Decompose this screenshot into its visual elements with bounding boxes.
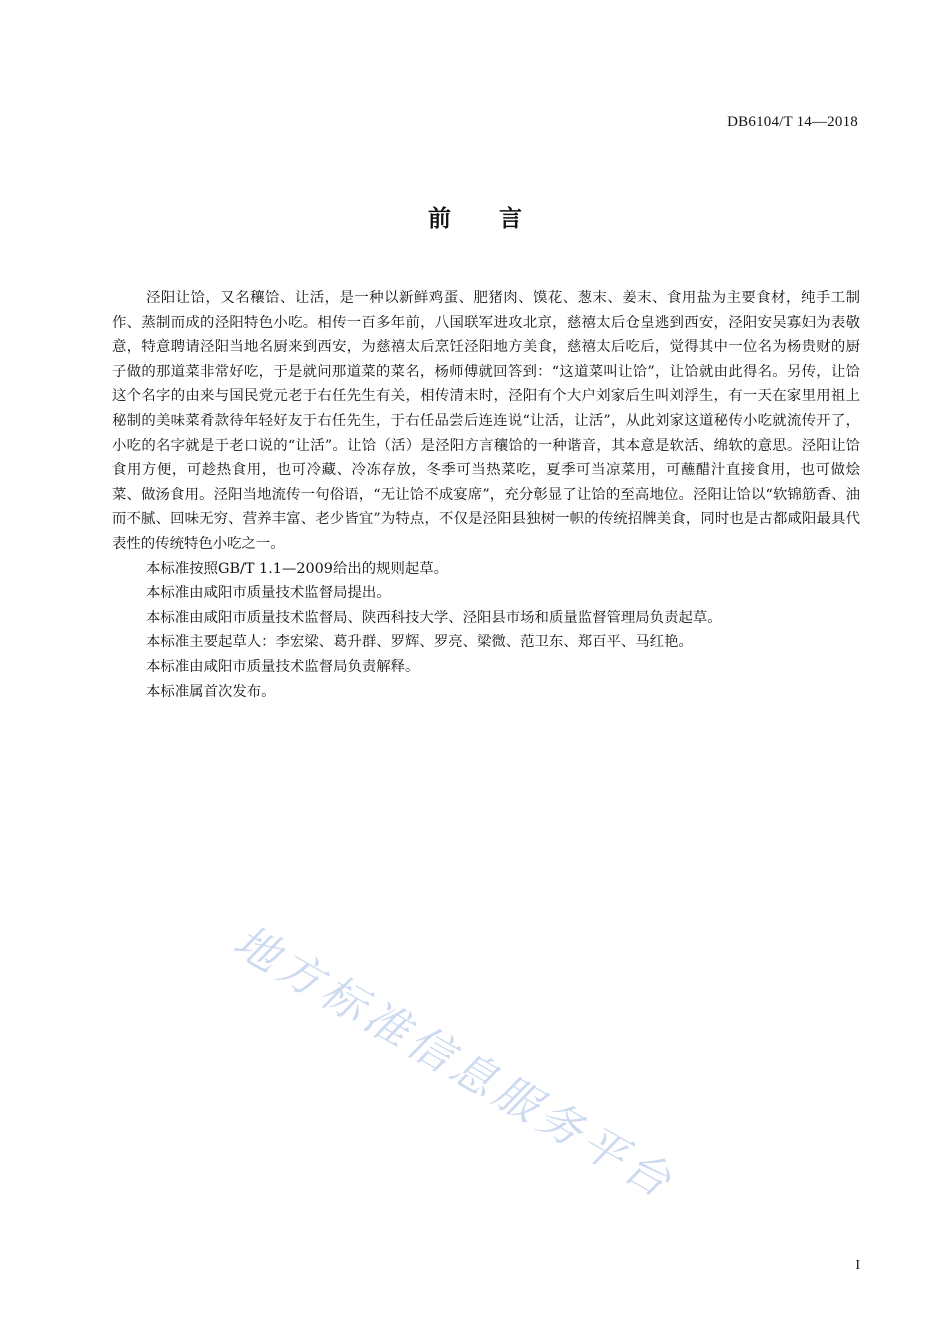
page-number: I xyxy=(855,1258,860,1273)
paragraph-intro: 泾阳让饸，又名穰饸、让活，是一种以新鲜鸡蛋、肥猪肉、馍花、葱末、姜末、食用盐为主要食材，纯手工制作、蒸制而成的泾阳特色小吃。相传一百多年前，八国联军进攻北京，慈禧太后仓皇逃到西安，泾阳安吴寡妇为表敬意，特意聘请泾阳当地名厨来到西安，为慈禧太后烹饪泾阳地方美食，慈禧太后吃后，觉得其中一位名为杨贵财的厨子做的那道菜非常好吃，于是就问那道菜的菜名，杨师傅就回答到：“这道菜叫让饸”，让饸就由此得名。另传，让饸这个名字的由来与国民党元老于右任先生有关，相传清末时，泾阳有个大户刘家后生叫刘浮生，有一天在家里用祖上秘制的美味菜肴款待年轻好友于右任先生，于右任品尝后连连说“让活，让活”，从此刘家这道秘传小吃就流传开了，小吃的名字就是于老口说的“让活”。让饸（活）是泾阳方言穰饸的一种谐音，其本意是软活、绵软的意思。泾阳让饸食用方便，可趁热食用，也可冷藏、冷冻存放，冬季可当热菜吃，夏季可当凉菜用，可蘸醋汁直接食用，也可做烩菜、做汤食用。泾阳当地流传一句俗语，“无让饸不成宴席”，充分彰显了让饸的至高地位。泾阳让饸以“软锦筋香、油而不腻、回味无穷、营养丰富、老少皆宜”为特点，不仅是泾阳县独树一帜的传统招牌美食，同时也是古都咸阳最具代表性的传统特色小吃之一。 xyxy=(112,290,860,552)
paragraph-proposer: 本标准由咸阳市质量技术监督局提出。 xyxy=(146,585,391,602)
paragraph-first-release: 本标准属首次发布。 xyxy=(146,683,276,700)
paragraph-drafting-rules: 本标准按照GB/T 1.1—2009给出的规则起草。 xyxy=(146,560,449,577)
paragraph-drafting-units: 本标准由咸阳市质量技术监督局、陕西科技大学、泾阳县市场和质量监督管理局负责起草。 xyxy=(146,609,722,626)
paragraph-drafters: 本标准主要起草人：李宏梁、葛升群、罗辉、罗亮、梁微、范卫东、郑百平、马红艳。 xyxy=(146,634,693,651)
watermark-text: 地方标准信息服务平台 xyxy=(225,915,684,1210)
foreword-body xyxy=(112,286,860,704)
page-title: 前言 xyxy=(428,206,570,232)
paragraph-interpretation: 本标准由咸阳市质量技术监督局负责解释。 xyxy=(146,658,420,675)
standard-code: DB6104/T 14—2018 xyxy=(727,114,858,130)
